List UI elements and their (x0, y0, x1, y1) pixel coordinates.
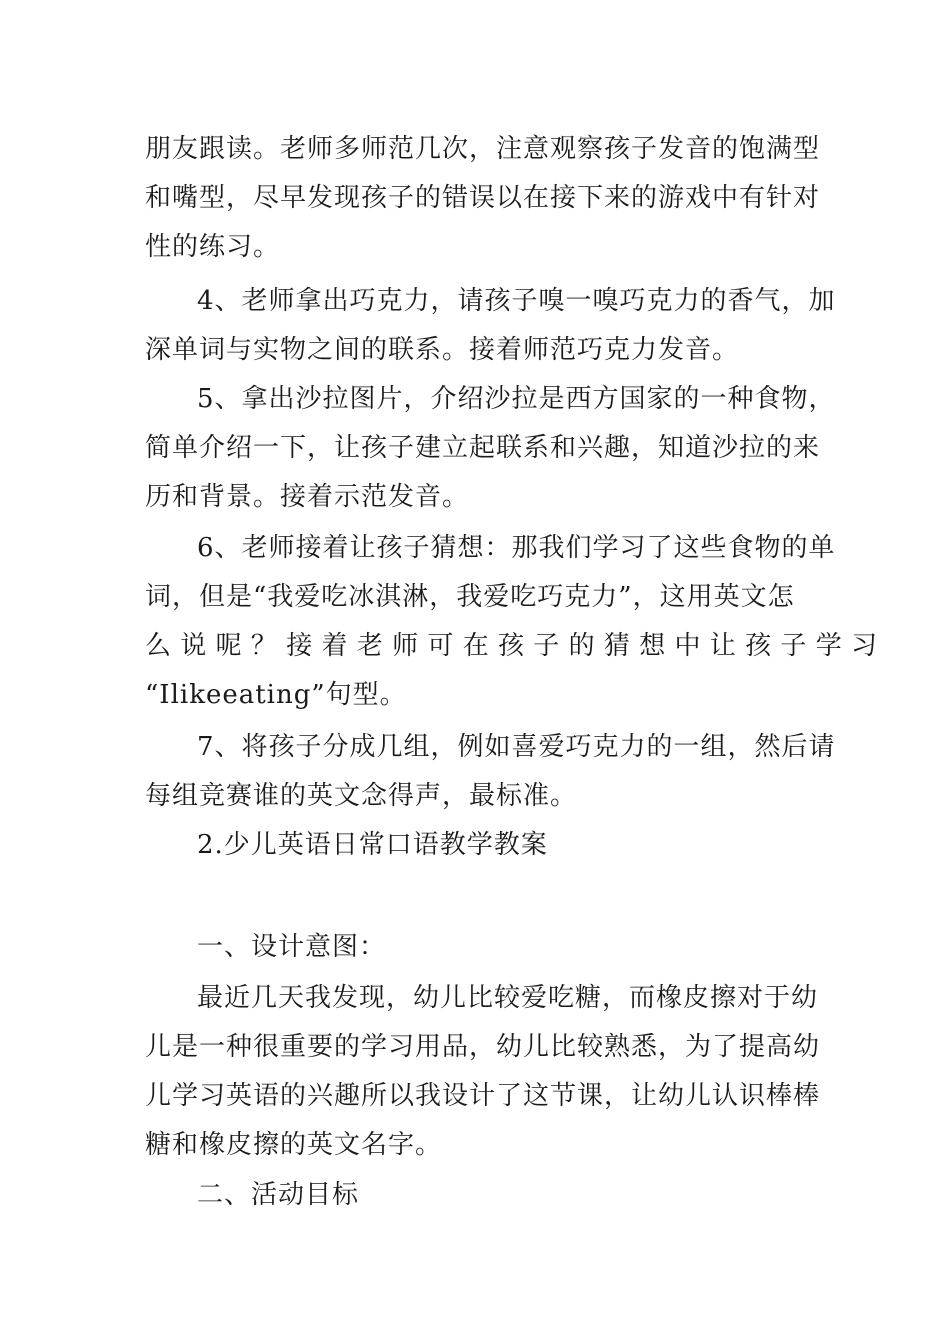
paragraph-line: 4、老师拿出巧克力，请孩子嗅一嗅巧克力的香气，加 (197, 286, 836, 316)
section-heading: 二、活动目标 (197, 1180, 360, 1210)
paragraph-line: “Ilikeeating”句型。 (145, 680, 407, 710)
paragraph-line: 儿是一种很重要的学习用品，幼儿比较熟悉，为了提高幼 (145, 1032, 821, 1062)
paragraph-line: 儿学习英语的兴趣所以我设计了这节课，让幼儿认识棒棒 (145, 1081, 821, 1111)
paragraph-line: 历和背景。接着示范发音。 (145, 482, 470, 512)
paragraph-line: 性的练习。 (145, 232, 281, 262)
paragraph-line: 6、老师接着让孩子猜想：那我们学习了这些食物的单 (197, 533, 836, 563)
section-heading: 2.少儿英语日常口语教学教案 (197, 830, 548, 860)
paragraph-line: 朋友跟读。老师多师范几次，注意观察孩子发音的饱满型 (145, 134, 821, 164)
paragraph-line: 么说呢？接着老师可在孩子的猜想中让孩子学习 (145, 631, 887, 661)
paragraph-line: 和嘴型，尽早发现孩子的错误以在接下来的游戏中有针对 (145, 183, 821, 213)
paragraph-line: 最近几天我发现，幼儿比较爱吃糖，而橡皮擦对于幼 (197, 983, 819, 1013)
paragraph-line: 7、将孩子分成几组，例如喜爱巧克力的一组，然后请 (197, 732, 836, 762)
paragraph-line: 糖和橡皮擦的英文名字。 (145, 1130, 443, 1160)
paragraph-line: 简单介绍一下，让孩子建立起联系和兴趣，知道沙拉的来 (145, 433, 821, 463)
paragraph-line: 词，但是“我爱吃冰淇淋，我爱吃巧克力”，这用英文怎 (145, 582, 795, 612)
paragraph-line: 每组竞赛谁的英文念得声，最标准。 (145, 781, 578, 811)
section-heading: 一、设计意图： (197, 932, 387, 962)
paragraph-line: 5、拿出沙拉图片，介绍沙拉是西方国家的一种食物， (197, 384, 836, 414)
paragraph-line: 深单词与实物之间的联系。接着师范巧克力发音。 (145, 335, 740, 365)
